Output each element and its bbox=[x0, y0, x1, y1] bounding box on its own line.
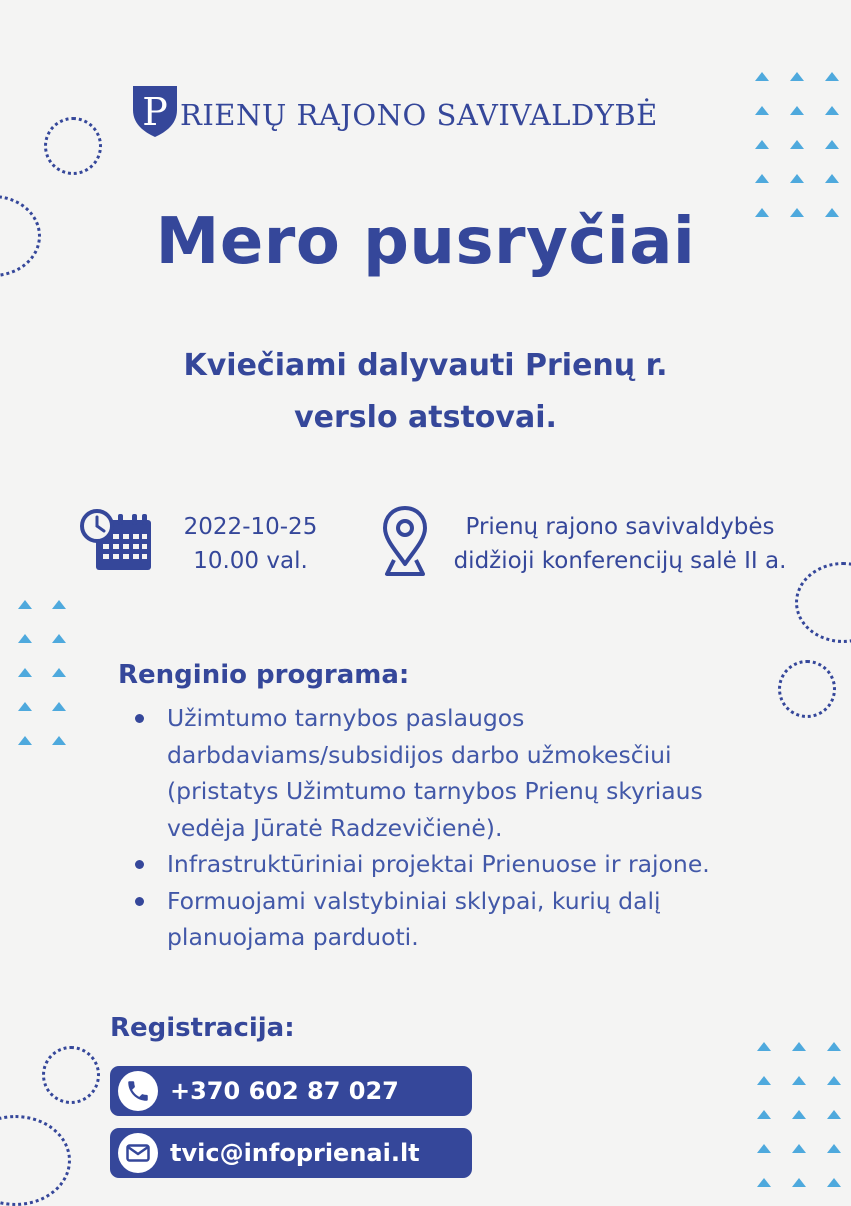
program-heading: Renginio programa: bbox=[118, 660, 410, 690]
event-place-line-2: didžioji konferencijų salė II a. bbox=[453, 548, 787, 574]
decor-dotted-circle bbox=[44, 117, 102, 175]
phone-contact[interactable] bbox=[110, 1066, 472, 1116]
decor-dotted-circle bbox=[42, 1046, 100, 1104]
decor-triangles-top-right bbox=[755, 72, 839, 217]
email-contact[interactable] bbox=[110, 1128, 472, 1178]
phone-icon bbox=[118, 1071, 158, 1111]
subtitle-line-1: Kviečiami dalyvauti Prienų r. bbox=[183, 348, 668, 383]
bullet-icon bbox=[135, 897, 144, 906]
email-icon bbox=[118, 1133, 158, 1173]
calendar-clock-icon bbox=[80, 508, 154, 572]
program-item-text: Užimtumo tarnybos paslaugos darbdaviams/subsidijos darbo užmokesčiui (pristatys Užimtumo tarnybos Prienų skyriaus vedėja Jūratė Radzevičienė). bbox=[167, 704, 703, 842]
program-item-text: Formuojami valstybiniai sklypai, kurių dalį planuojama parduoti. bbox=[167, 886, 661, 951]
program-list bbox=[130, 700, 780, 956]
event-place bbox=[430, 510, 810, 578]
email-address: tvic@infoprienai.lt bbox=[170, 1139, 420, 1167]
event-date: 2022-10-25 bbox=[183, 514, 318, 540]
phone-number: +370 602 87 027 bbox=[170, 1077, 399, 1105]
program-item-text: Infrastruktūriniai projektai Prienuose ir rajone. bbox=[167, 850, 710, 878]
logo-initial: P bbox=[142, 90, 168, 134]
program-item bbox=[130, 883, 780, 956]
bullet-icon bbox=[135, 714, 144, 723]
event-place-line-1: Prienų rajono savivaldybės bbox=[465, 514, 775, 540]
bullet-icon bbox=[135, 860, 144, 869]
program-item bbox=[130, 700, 780, 846]
decor-triangles-left bbox=[18, 600, 66, 745]
logo-shield-icon bbox=[132, 84, 178, 138]
event-time: 10.00 val. bbox=[193, 548, 308, 574]
decor-dotted-circle bbox=[0, 1115, 71, 1206]
location-pin-icon bbox=[380, 504, 430, 576]
program-item bbox=[130, 846, 780, 883]
event-date-time bbox=[158, 510, 343, 578]
decor-dotted-circle bbox=[778, 660, 836, 718]
municipality-logo bbox=[132, 84, 658, 138]
registration-heading: Registracija: bbox=[110, 1013, 295, 1043]
logo-text: RIENŲ RAJONO SAVIVALDYBĖ bbox=[180, 98, 658, 132]
subtitle bbox=[0, 340, 851, 444]
page-title: Mero pusryčiai bbox=[155, 205, 696, 279]
decor-triangles-bottom-right bbox=[757, 1042, 841, 1187]
subtitle-line-2: verslo atstovai. bbox=[294, 400, 557, 435]
